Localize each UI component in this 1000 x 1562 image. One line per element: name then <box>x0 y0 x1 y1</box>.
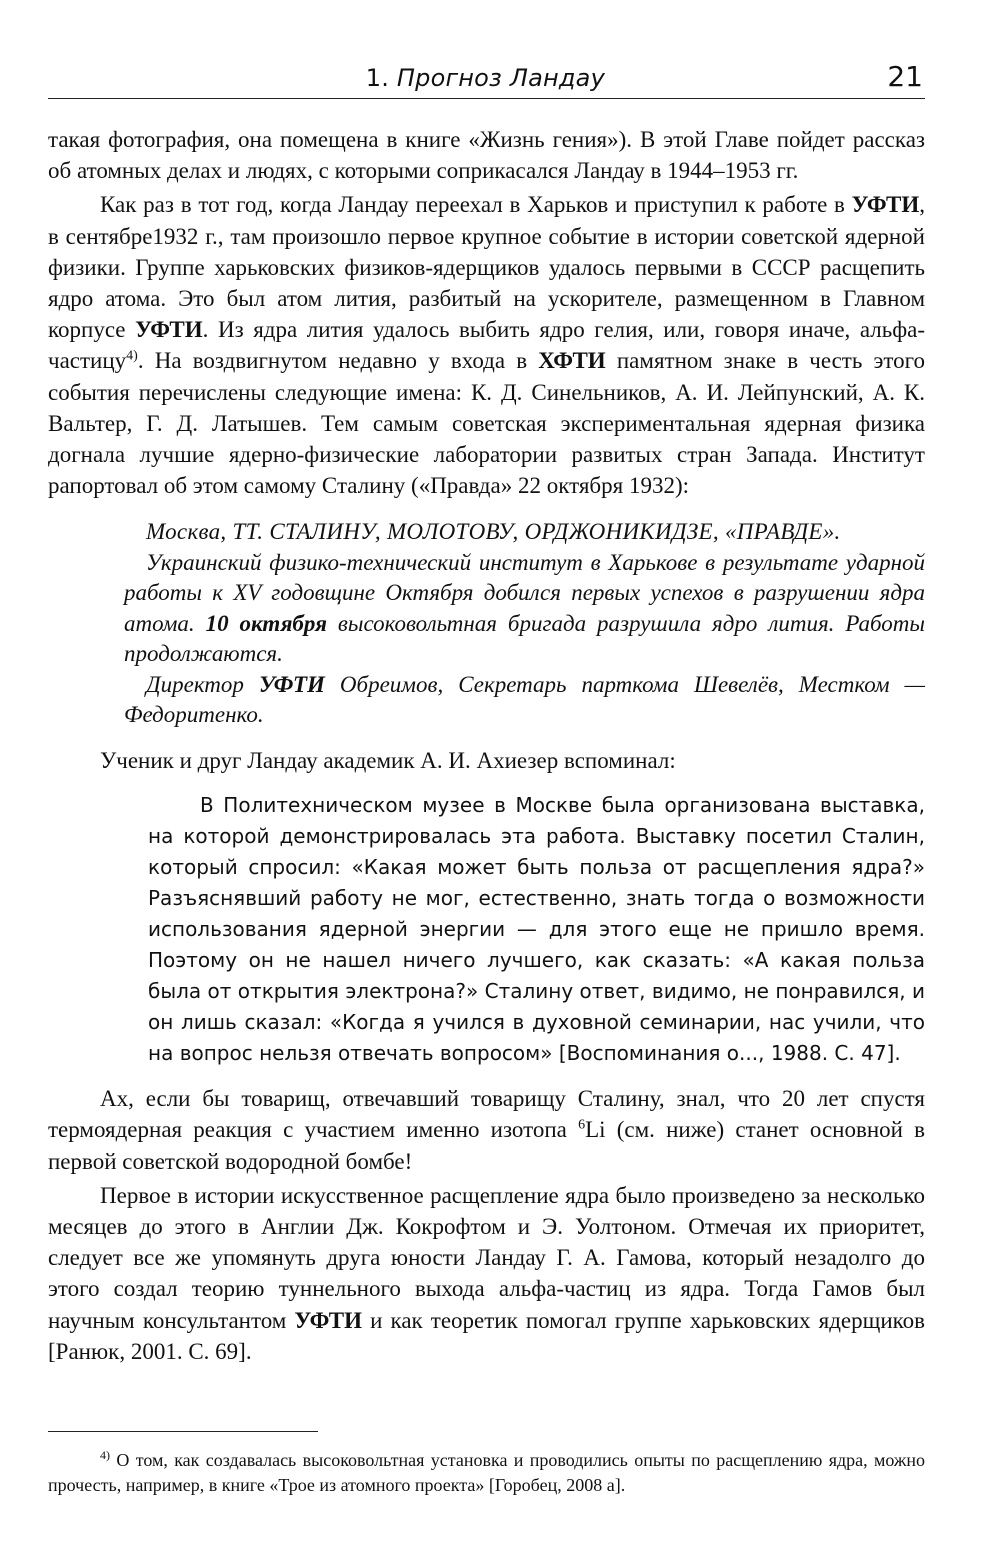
footnote-mark: 4) <box>100 1448 110 1462</box>
telegram-address: Москва, ТТ. СТАЛИНУ, МОЛОТОВУ, ОРДЖОНИКИДЗЕ, «ПРАВДЕ». <box>146 519 841 545</box>
page-number: 21 <box>887 60 923 93</box>
text-run: Обреимов, Секретарь парткома Шевелёв, Местком — Федоритенко. <box>124 671 925 728</box>
book-page <box>48 0 925 1562</box>
chapter-title: Прогноз Ландау <box>396 64 605 92</box>
footnote-divider <box>48 1431 318 1432</box>
running-header <box>48 58 925 99</box>
telegram-quote <box>124 517 925 731</box>
paragraph-gamow <box>48 1180 925 1367</box>
running-title <box>366 64 605 92</box>
text-run: О том, как создавалась высоковольтная установка и проводились опыты по расщеплению ядра, можно прочесть, например, в книге «Трое из атомного проекта» [Горобец, 2008 а]. <box>48 1450 925 1495</box>
quote-text: В Политехническом музее в Москве была организована выставка, на которой демонстрировалась эта работа. Выставку посетил Сталин, который спросил: «Какая может быть польза от расщепления ядра?» Разъяснявший работу не мог, естественно, знать тогда о возможности использования ядерной энергии — для этого еще не пришло время. Поэтому он не нашел ничего лучшего, как сказать: «А какая польза была от открытия электрона?» Сталину ответ, видимо, не понравился, и он лишь сказал: «Когда я учился в духовной семинарии, нас учили, что на вопрос нельзя отвечать вопросом» [Воспоминания о..., 1988. С. 47]. <box>148 793 925 1066</box>
paragraph-text: Ученик и друг Ландау академик А. И. Ахиезер вспоминал: <box>100 747 676 773</box>
telegram-body <box>124 548 925 670</box>
text-run: (см. ниже) станет основной в первой советской водородной бомбе! <box>48 1117 925 1174</box>
telegram-signature <box>124 670 925 731</box>
abbr-ufti: УФТИ <box>294 1307 363 1333</box>
paragraph-continuation <box>48 124 925 186</box>
text-run: . На воздвигнутом недавно у входа в <box>137 348 539 374</box>
text-run: памятном знаке в честь этого события перечислены следующие имена: К. Д. Синельников, А. И. Лейпунский, А. К. Вальтер, Г. Д. Латышев. Тем самым советская экспериментальная ядерная физика догнала лучшие ядерно-физические лаборатории развитых стран Запада. Институт рапортовал об этом самому Сталину («Правда» 22 октября 1932): <box>48 348 925 499</box>
abbr-ufti: УФТИ <box>135 317 203 343</box>
isotope-symbol: Li <box>585 1117 606 1143</box>
block-quote-akhiezer <box>148 790 925 1069</box>
abbr-hfti: ХФТИ <box>538 348 606 374</box>
footnote-text <box>48 1448 925 1498</box>
isotope-mass-number: 6 <box>578 1117 586 1133</box>
text-run: Как раз в тот год, когда Ландау переехал в Харьков и приступил к работе в <box>100 192 852 218</box>
text-run: высоковольтная бригада разрушила ядро лития. Работы продолжаются. <box>124 610 925 667</box>
telegram-date: 10 октября <box>205 610 327 636</box>
text-run: и как теоретик помогал группе харьковских ядерщиков [Ранюк, 2001. С. 69]. <box>48 1307 926 1364</box>
text-run: Украинский физико-технический институт в Харькове в результате ударной работы к XV годовщине Октября добился первых успехов в разрушении ядра атома. <box>124 549 925 636</box>
footnote <box>48 1448 925 1498</box>
paragraph-first-fission <box>48 189 925 501</box>
paragraph-isotope <box>48 1083 925 1177</box>
chapter-number: 1. <box>365 64 390 92</box>
footnote-reference[interactable]: 4) <box>126 348 138 364</box>
abbr-ufti: УФТИ <box>851 192 920 218</box>
text-run: Первое в истории искусственное расщепление ядра было произведено за несколько месяцев до этого в Англии Дж. Кокрофтом и Э. Уолтоном. Отмечая их приоритет, следует все же упомянуть друга юности Ландау Г. А. Гамова, который незадолго до этого создал теорию туннельного выхода альфа-частиц из ядра. Тогда Гамов был научным консультантом <box>48 1182 925 1333</box>
text-run: Ах, если бы товарищ, отвечавший товарищу Сталину, знал, что 20 лет спустя термоядерная реакция с участием именно изотопа <box>48 1086 925 1143</box>
paragraph-akhiezer-intro <box>48 745 925 776</box>
text-run: . Из ядра лития удалось выбить ядро гелия, или, говоря иначе, альфа-частицу <box>48 317 925 374</box>
text-run: , в сентябре1932 г., там произошло первое крупное событие в истории советской ядерной физики. Группе харьковских физиков-ядерщиков удалось первыми в СССР расщепить ядро атома. Это был атом лития, разбитый на ускорителе, размещенном в Главном корпусе <box>48 192 925 343</box>
paragraph-text: такая фотография, она помещена в книге «Жизнь гения»). В этой Главе пойдет рассказ об атомных делах и людях, с которыми соприкасался Ландау в 1944–1953 гг. <box>48 127 925 184</box>
text-run: Директор <box>146 671 259 697</box>
abbr-ufti: УФТИ <box>258 671 325 697</box>
main-text <box>48 124 925 1367</box>
